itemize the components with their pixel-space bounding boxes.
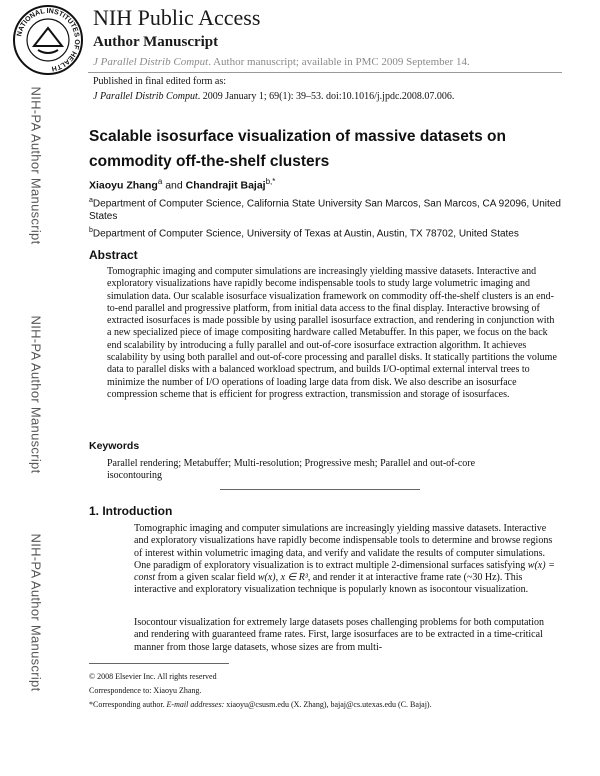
abstract-text: Tomographic imaging and computer simulations are increasingly yielding massive datasets. Interactive and exploratory visualizations have rapidly become indispensable tools to study large volumetric imaging and simulation data. Our scalable isosurface visualization framework on commodity off-the-shelf clusters is an end-to-end parallel and progressive platform, from initial data access to the final display. Interactive browsing of extracted isosurfaces is made possible by using parallel isosurface extraction, and rendering in conjunction with a new specialized piece of image compositing hardware called Metabuffer. In this paper, we focus on the back end scalability by introducing a fully parallel and out-of-core isosurface extraction algorithm. It achieves scalability by using both parallel and out-of-core processing and parallel disks. It statically partitions the volume data to parallel disks with a balanced workload spectrum, and builds I/O-optimal external interval trees to minimize the number of I/O operations of loading large data from disk. We also describe an isosurface compression scheme that is efficient for progress extraction, transmission and storage of isosurfaces.: [107, 266, 557, 400]
introduction-heading: 1. Introduction: [89, 504, 173, 518]
side-watermark: NIH-PA Author Manuscript: [28, 315, 44, 473]
header-journal-line: [93, 56, 470, 68]
formula: w(x), x ∈ R³: [257, 572, 308, 584]
header-availability: . Author manuscript; available in PMC 2009 September 14.: [208, 56, 470, 68]
affiliation-a: $^a$Department of Computer Science, California State University San Marcos, San Marcos, CA 92096, United States: [89, 197, 561, 223]
author-list: Xiaoyu Zhang$^a$ and Chandrajit Bajaj$^{b,*}$: [89, 177, 276, 192]
author-name: Chandrajit Bajaj: [185, 179, 266, 192]
header-journal-name: J Parallel Distrib Comput: [93, 56, 209, 68]
keywords-heading: Keywords: [89, 440, 140, 452]
nih-seal-logo: [12, 4, 84, 76]
header-divider: [88, 72, 562, 73]
section-divider: [220, 489, 420, 490]
nih-public-access-title: NIH Public Access: [93, 5, 261, 30]
published-label: Published in final edited form as:: [93, 76, 227, 87]
email-footnote: *Corresponding author. E-mail addresses: xiaoyu@csusm.edu (X. Zhang), bajaj@cs.utexas.edu (C. Bajaj).: [89, 700, 432, 709]
svg-text:NATIONAL INSTITUTES OF HEALTH: [16, 8, 80, 72]
formula: w(x) = const: [134, 559, 555, 584]
citation-journal: J Parallel Distrib Comput: [93, 91, 198, 102]
introduction-paragraph: Isocontour visualization for extremely large datasets poses challenging problems for both computation and rendering with guaranteed frame rates. First, large isosurfaces are to be extracted in a time-critical manner from those large datasets, whose sizes are from multi-: [134, 617, 544, 653]
citation-details: . 2009 January 1; 69(1): 39–53. doi:10.1016/j.jpdc.2008.07.006.: [197, 91, 455, 102]
side-watermark: NIH-PA Author Manuscript: [28, 86, 44, 244]
keywords-text: Parallel rendering; Metabuffer; Multi-resolution; Progressive mesh; Parallel and out-of-core isocontouring: [107, 458, 476, 482]
affiliation-b: $^b$Department of Computer Science, University of Texas at Austin, Austin, TX 78702, United States: [89, 227, 519, 240]
copyright-footnote: © 2008 Elsevier Inc. All rights reserved: [89, 672, 217, 681]
correspondence-footnote: Correspondence to: Xiaoyu Zhang.: [89, 686, 202, 695]
abstract-heading: Abstract: [89, 248, 138, 262]
author-manuscript-label: Author Manuscript: [93, 34, 219, 50]
paper-title: Scalable isosurface visualization of massive datasets on commodity off-the-shelf clusters: [89, 128, 506, 170]
author-name: Xiaoyu Zhang: [89, 179, 158, 192]
introduction-paragraph: Tomographic imaging and computer simulations are increasingly yielding massive datasets. Interactive and exploratory visualizations have rapidly become indispensable tools to determine and browse regions of interest within volumetric imaging data, and verify and validate the results of computer simulations. One paradigm of exploratory visualization is to extract multiple 2-dimensional surfaces satisfying w(x) = const from a given scalar field w(x), x ∈ R³, and render it at interactive frame rate (~30 Hz). This interactive and exploratory visualization technique is popularly known as isocontour visualization.: [134, 523, 555, 596]
seal-text: NATIONAL INSTITUTES OF HEALTH: [16, 7, 81, 72]
publication-citation: [93, 91, 454, 102]
footnote-divider: [89, 663, 229, 664]
side-watermark: NIH-PA Author Manuscript: [28, 533, 44, 691]
